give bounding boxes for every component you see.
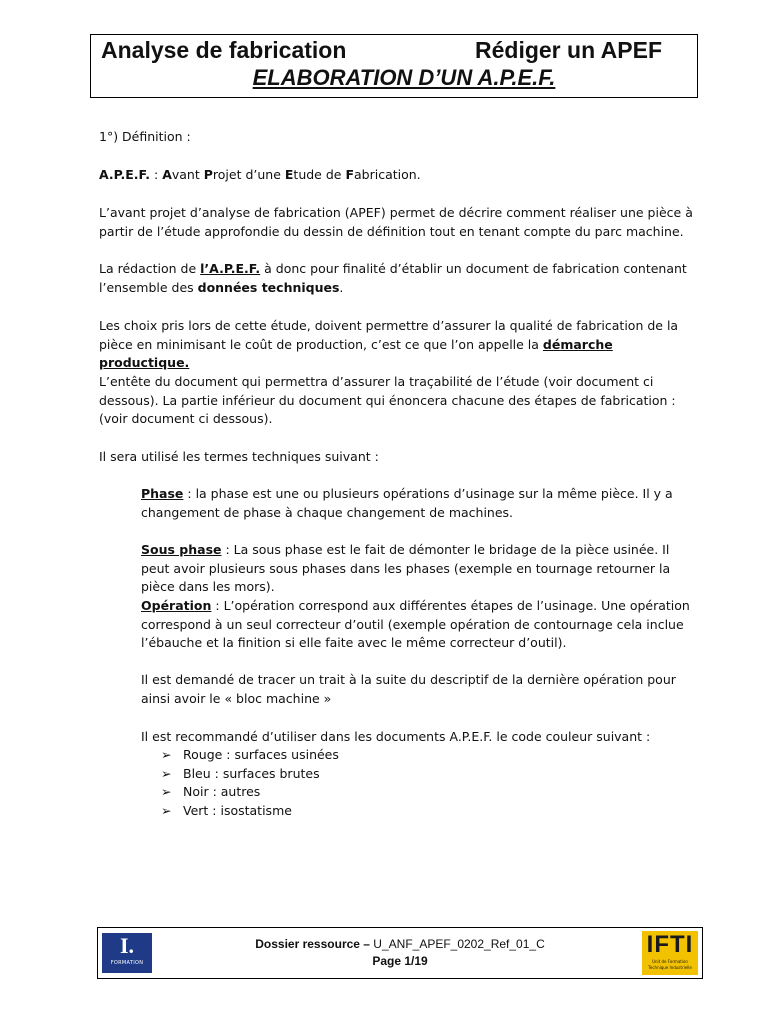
color-code-blue: Bleu : surfaces brutes <box>183 765 320 781</box>
footer-label: Dossier ressource – <box>255 937 370 951</box>
color-code-red: Rouge : surfaces usinées <box>183 747 339 762</box>
color-code-black: Noir : autres <box>183 784 261 799</box>
apef-abbr: A.P.E.F. <box>99 167 151 182</box>
arrow-bullet-icon: ➢ <box>161 802 172 818</box>
apef-letter-a: A <box>162 167 172 182</box>
ifti-logo-text: Unit de Formation Technique Industrielle <box>648 959 692 970</box>
para-redaction-emph: données techniques <box>197 279 340 295</box>
header-subtitle: ELABORATION D’UN A.P.E.F. <box>252 65 556 90</box>
footer-info <box>98 936 702 970</box>
para-termes: Il sera utilisé les termes techniques suivant : <box>99 449 379 464</box>
arrow-bullet-icon: ➢ <box>161 765 172 781</box>
list-item <box>161 802 339 821</box>
apef-rest-e: tude de <box>293 167 346 182</box>
document-header <box>90 34 698 98</box>
def-phase-term: Phase <box>141 486 184 501</box>
list-item <box>161 746 339 765</box>
para-redaction <box>99 260 699 297</box>
document-footer <box>97 927 703 979</box>
apef-acronym-line <box>99 166 699 185</box>
color-code-list <box>161 746 339 820</box>
para-code: Il est recommandé d’utiliser dans les documents A.P.E.F. le code couleur suivant : <box>141 729 651 744</box>
def-sous-phase-text: : La sous phase est le fait de démonter le bridage de la pièce usinée. Il peut avoir plusieurs sous phases dans les phases (exemple en tournage retourner la pièce dans les mors). <box>141 542 671 594</box>
def-operation-text: : L’opération correspond aux différentes étapes de l’usinage. Une opération correspond à un seul correcteur d’outil (exemple opération de contournage cela inclue l’ébauche et la finition si elle faite avec le même correcteur d’outil). <box>141 598 690 650</box>
list-item <box>161 765 339 784</box>
apef-letter-f: F <box>345 167 354 182</box>
def-operation-term: Opération <box>141 598 212 613</box>
para-choix-term: démarche productique. <box>99 336 613 370</box>
arrow-bullet-icon: ➢ <box>161 784 172 799</box>
para-redaction-middle: à donc pour finalité d’établir un document de fabrication contenant l’ensemble des <box>99 261 687 295</box>
apef-rest-a: vant <box>171 167 204 182</box>
list-item <box>161 783 339 802</box>
para-redaction-before: La rédaction de <box>99 261 201 276</box>
apef-letter-e: E <box>284 167 294 182</box>
arrow-bullet-icon: ➢ <box>161 747 172 762</box>
def-sous-phase-term: Sous phase <box>141 542 222 557</box>
apef-rest-f: abrication. <box>354 167 421 182</box>
header-task-title: Rédiger un APEF <box>475 37 662 63</box>
apef-rest-p: rojet d’une <box>212 167 285 182</box>
para-intro: L’avant projet d’analyse de fabrication (APEF) permet de décrire comment réaliser une pièce à partir de l’étude approfondie du dessin de définition tout en tenant compte du parc machine. <box>99 205 693 239</box>
def-sous-phase <box>99 541 699 597</box>
header-course-title: Analyse de fabrication <box>101 37 347 63</box>
para-choix <box>99 317 699 373</box>
formation-logo-mark: I. <box>119 933 135 958</box>
page-number: Page 1/19 <box>372 954 428 968</box>
formation-logo-text: FORMATION <box>110 960 144 966</box>
def-operation <box>99 597 699 653</box>
definition-heading <box>99 128 699 147</box>
apef-letter-p: P <box>203 167 213 182</box>
para-choix-before: Les choix pris lors de cette étude, doivent permettre d’assurer la qualité de fabrication de la pièce en minimisant le coût de production, c’est ce que l’on appelle la <box>99 318 679 352</box>
apef-sep: : <box>150 167 163 182</box>
footer-ref: U_ANF_APEF_0202_Ref_01_C <box>369 937 545 951</box>
color-code-green: Vert : isostatisme <box>183 802 292 818</box>
ifti-logo-mark: IFTI <box>646 931 694 958</box>
ifti-logo <box>642 931 698 975</box>
para-trait: Il est demandé de tracer un trait à la suite du descriptif de la dernière opération pour ainsi avoir le « bloc machine » <box>141 672 676 706</box>
def-phase-text: : la phase est une ou plusieurs opérations d’usinage sur la même pièce. Il y a changement de phase à chaque changement de machines. <box>141 486 673 520</box>
para-redaction-term: l’A.P.E.F. <box>200 261 261 276</box>
def-phase <box>99 485 699 522</box>
para-entete: L’entête du document qui permettra d’assurer la traçabilité de l’étude (voir document ci dessous). La partie inférieur du document qui énoncera chacune des étapes de fabrication : (voir document ci dessous). <box>99 374 676 426</box>
para-redaction-after: . <box>339 279 344 295</box>
definition-heading-text: 1°) Définition : <box>99 129 191 144</box>
